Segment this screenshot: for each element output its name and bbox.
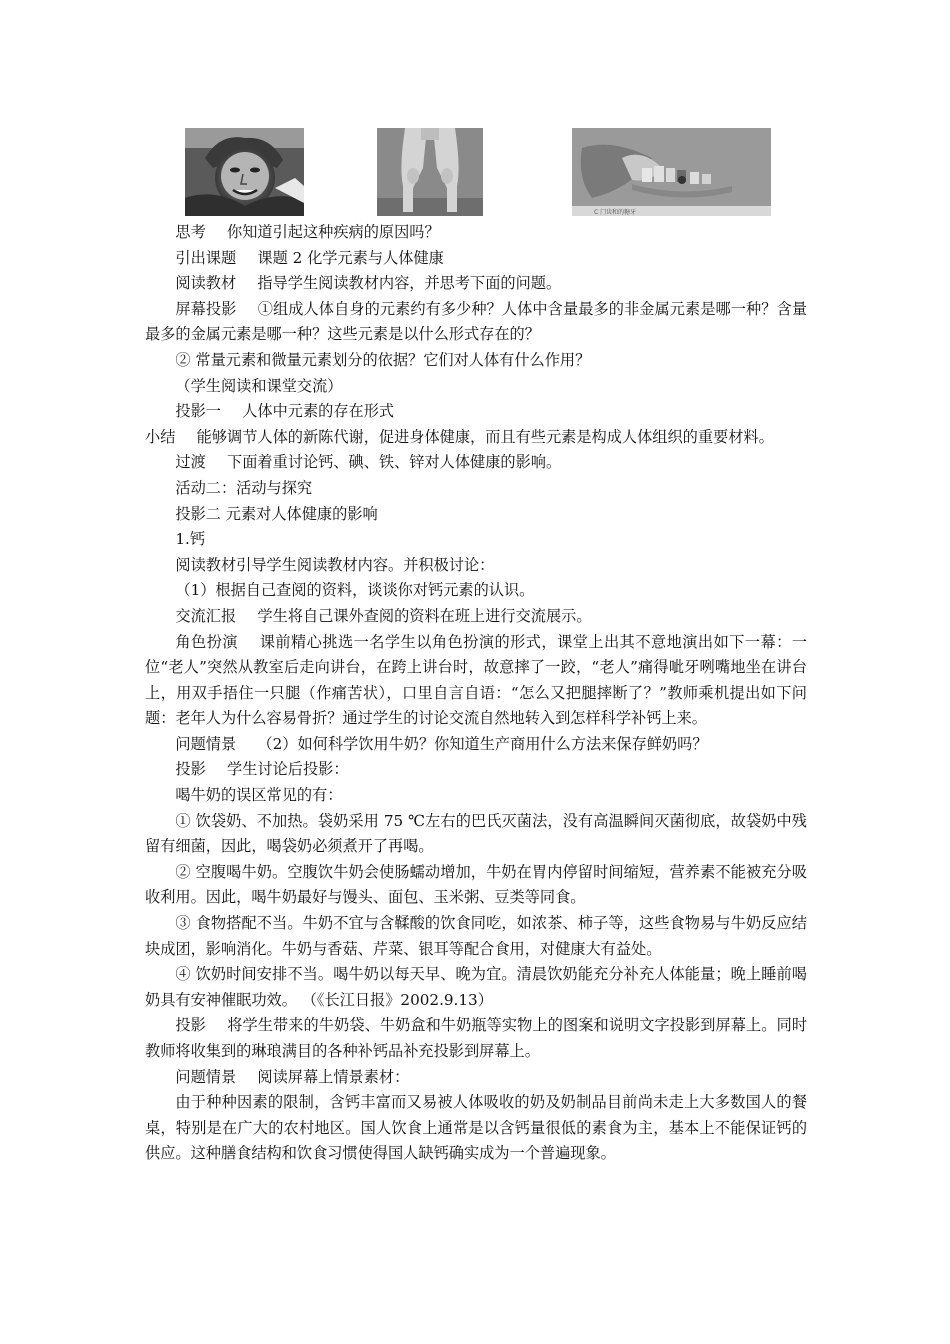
- paragraph-text: 指导学生阅读教材内容，并思考下面的问题。: [257, 274, 562, 293]
- paragraph-label: 投影: [175, 760, 206, 779]
- paragraph-text: ①组成人体自身的元素约有多少种？人体中含量最多的非金属元素是哪一种？含量最多的金属元素是哪一种？这些元素是以什么形式存在的？: [145, 299, 808, 344]
- paragraph-text: ② 空腹喝牛奶。空腹饮牛奶会使肠蠕动增加，牛奶在胃内停留时间缩短，营养素不能被充分吸收利用。因此，喝牛奶最好与馒头、面包、玉米粥、豆类等同食。: [145, 862, 807, 907]
- paragraph-text: 活动二：活动与探究: [175, 478, 313, 497]
- paragraph-label: 过渡: [175, 453, 206, 472]
- paragraph-label: 阅读教材: [175, 274, 237, 293]
- paragraph-text: 课前精心挑选一名学生以角色扮演的形式，课堂上出其不意地演出如下一幕：一位“老人”突然从教室后走向讲台，在跨上讲台时，故意摔了一跤，“老人”痛得呲牙咧嘴地坐在讲台上，用双手捂住一只腿（作痛苦状），口里自言自语：“怎么又把腿摔断了？”教师乘机提出如下问题：老年人为什么容易骨折？通过学生的讨论交流自然地转入到怎样科学补钙上来。: [145, 632, 808, 728]
- paragraph: [145, 399, 807, 425]
- paragraph-text: 人体中元素的存在形式: [242, 402, 395, 421]
- paragraph: [145, 630, 807, 732]
- paragraph: [145, 911, 807, 962]
- paragraph-label: 角色扮演: [175, 632, 238, 651]
- paragraph-text: 阅读教材引导学生阅读教材内容。并积极讨论：: [175, 555, 495, 574]
- paragraph-text: ④ 饮奶时间安排不当。喝牛奶以每天早、晚为宜。清晨饮奶能充分补充人体能量；晚上睡前喝奶具有安神催眠功效。 （《长江日报》2002.9.13）: [145, 965, 807, 1009]
- teeth-photo: [572, 128, 771, 216]
- paragraph-text: ② 常量元素和微量元素划分的依据？它们对人体有什么作用？: [175, 350, 591, 369]
- paragraph: [145, 502, 807, 528]
- paragraph-label: 小结: [145, 427, 176, 446]
- legs-photo: [377, 128, 483, 216]
- paragraph: [145, 783, 807, 809]
- paragraph-label: 引出课题: [175, 248, 237, 267]
- paragraph: [145, 246, 807, 272]
- paragraph: [145, 374, 807, 400]
- paragraph-text: 课题 2 化学元素与人体健康: [257, 248, 444, 267]
- paragraph-text: 由于种种因素的限制，含钙丰富而又易被人体吸收的奶及奶制品目前尚未走上大多数国人的餐桌，特别是在广大的农村地区。国人饮食上通常是以含钙量很低的素食为主，基本上不能保证钙的供应。这种膳食结构和饮食习惯使得国人缺钙确实成为一个普遍现象。: [145, 1093, 807, 1163]
- paragraph-text: 学生讨论后投影：: [227, 760, 349, 779]
- paragraph-text: ③ 食物搭配不当。牛奶不宜与含鞣酸的饮食同吃，如浓茶、柿子等，这些食物易与牛奶反应结块成团，影响消化。牛奶与香菇、芹菜、银耳等配合食用，对健康大有益处。: [145, 914, 807, 958]
- paragraph-label: 屏幕投影: [175, 299, 237, 318]
- paragraph: [145, 220, 807, 246]
- paragraph-text: （1）根据自己查阅的资料，谈谈你对钙元素的认识。: [175, 581, 535, 600]
- paragraph: [145, 578, 807, 604]
- paragraph-label: 交流汇报: [175, 606, 237, 625]
- paragraph-text: 下面着重讨论钙、碘、铁、锌对人体健康的影响。: [227, 453, 562, 472]
- paragraph-text: 1.钙: [175, 530, 206, 549]
- paragraph-text: 能够调节人体的新陈代谢，促进身体健康，而且有些元素是构成人体组织的重要材料。: [196, 427, 774, 446]
- paragraph-label: 投影: [175, 1016, 206, 1035]
- paragraph-text: ① 饮袋奶、不加热。袋奶采用 75 ℃左右的巴氏灭菌法，没有高温瞬间灭菌彻底，故袋奶中残留有细菌，因此，喝袋奶必须煮开了再喝。: [145, 811, 807, 856]
- paragraph-label: 思考: [175, 223, 206, 241]
- paragraph: [145, 450, 807, 476]
- paragraph: [145, 271, 807, 297]
- paragraph: [145, 1090, 807, 1167]
- paragraph-text: 投影二 元素对人体健康的影响: [175, 504, 378, 523]
- paragraph-text: 阅读屏幕上情景素材：: [257, 1067, 410, 1086]
- document-body: [145, 220, 807, 1167]
- paragraph-text: 你知道引起这种疾病的原因吗？: [227, 223, 440, 241]
- paragraph: [145, 348, 807, 374]
- paragraph-text: （学生阅读和课堂交流）: [175, 376, 343, 395]
- paragraph: [145, 476, 807, 502]
- paragraph: [145, 732, 807, 758]
- portrait-photo: [185, 128, 304, 216]
- paragraph: [145, 1065, 807, 1091]
- paragraph-text: （2）如何科学饮用牛奶？你知道生产商用什么方法来保存鲜奶吗？: [257, 734, 708, 753]
- paragraph: [145, 962, 807, 1013]
- paragraph: [145, 860, 807, 911]
- paragraph: [145, 297, 807, 348]
- paragraph-label: 问题情景: [175, 1067, 237, 1086]
- paragraph: [145, 553, 807, 579]
- paragraph: [145, 425, 807, 451]
- paragraph-text: 喝牛奶的误区常见的有：: [175, 786, 343, 805]
- paragraph-label: 投影一: [175, 402, 221, 421]
- paragraph-text: 学生将自己课外查阅的资料在班上进行交流展示。: [257, 606, 592, 625]
- paragraph-text: 将学生带来的牛奶袋、牛奶盒和牛奶瓶等实物上的图案和说明文字投影到屏幕上。同时教师将收集到的琳琅满目的各种补钙品补充投影到屏幕上。: [145, 1016, 808, 1060]
- paragraph: [145, 604, 807, 630]
- paragraph-label: 问题情景: [175, 734, 237, 753]
- paragraph: [145, 1013, 807, 1064]
- teeth-photo-caption: C 门齿和的糖牙: [594, 209, 637, 216]
- paragraph: [145, 757, 807, 783]
- paragraph: [145, 809, 807, 860]
- paragraph: [145, 527, 807, 553]
